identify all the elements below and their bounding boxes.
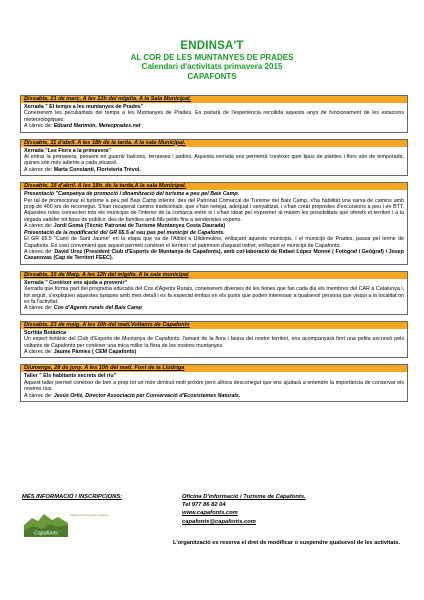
header-subtitle-1: AL COR DE LES MUNTANYES DE PRADES — [130, 53, 294, 62]
event-date-bar: Dissabte, 23 de maig. A les 10h del matí.Voltants de Capafonts — [21, 322, 407, 329]
event-title: Xerrada "Les Flors a la primavera" — [24, 147, 111, 154]
event-title: Xerrada " Conèixer ens ajuda a prevenir" — [24, 279, 128, 286]
event-date-bar: Dissabte, 21 de març. A les 12h del migdia. A la Sala Municipal. — [21, 96, 407, 103]
event-description: Coneixerem les peculiaritats del temps a les Muntanyes de Prades. Es parlarà de l'experiència recollida aquests anys de funcionament de les estacions meteorològiques. — [24, 110, 404, 123]
logo-caption: Oficina d'informació i turisme — [70, 513, 109, 517]
page-title: ENDINSA'T — [180, 40, 244, 52]
info-office: Oficina D'informació i Turisme de Capafonts. — [182, 494, 306, 500]
event-host: A càrrec de: Cos d'Agents rurals del Baix Camp — [24, 305, 142, 312]
event-host: A càrrec de: Marta Constantí, Floristeria Trèvol. — [24, 166, 141, 173]
event-block — [20, 95, 408, 133]
event-host-secondary: A càrrec de: David Uroz (President Club d'Esports de Muntanya de Capafonts), amb col·laboració de Rafael López Monné ( Fotògraf i Geògraf) i Josep Casanovas (Cap de Territori FEEC). — [24, 248, 404, 262]
event-description: Un expert botànic del Club d'Esports de Muntanya de Capafonts, l'amant de la flora i fauna del nostre territori, ens acompanyarà fent una petita excursió pels voltants de Capafonts per conèixer una mica millor la flora de les nostres muntanyes. — [24, 336, 404, 349]
event-date-bar: Dissabte, 11 d'abril. A les 18h de la tarda. A la sala Municipal. — [21, 140, 407, 147]
event-block — [20, 182, 408, 264]
capafonts-logo-icon — [24, 507, 68, 537]
event-description: Xerrada que forma part del programa educatiu del Cos d'Agents Rurals, coneixerem diverses de les feines que fan cada dia els membres del CAR a Catalunya i, tot seguit, s'expliquen aquestes tasques amb més detall i es fa especial èmfasi en els punts que poden interessar a qualsevol persona que visqui a la localitat on es fa l'activitat. — [24, 286, 404, 305]
page-header — [0, 40, 424, 81]
info-label: MÉS INFORMACIÓ I INSCRIPCIONS: — [22, 494, 123, 500]
event-description: Per tal de promocionar el turisme a peu pel Baix Camp interior, des del Patronat Comarcal de Turisme del Baix Camp, s'ha habilitat una xarxa de camins amb prop de 400 km de recorregut. S'han recuperat camins tradicionals, que s'han netejat, adequat i senyalitzat, i s'han creat propostes d'excursions a peu i en BTT. Aquestes rutes connecten tots els municipis de l'interior de la comarca entre si i s'han ideat per expremer al màxim les possibilitats que ofereix el territori i a la vegada satisfer tot tipus de públics: des de famílies amb fills petits fins a senderistes experts. — [24, 197, 404, 223]
info-email-link[interactable]: capafonts@capafonts.com — [182, 519, 256, 525]
event-date-bar: Diumenge, 28 de juny. A les 10h del matí. Font de la Llúdriga — [21, 365, 407, 372]
event-block — [20, 271, 408, 315]
event-host: A càrrec de: Jesús Ortiz, Director Associació per Conservació d'Ecosistemes Naturals. — [24, 392, 241, 399]
event-date-bar: Dissabte, 18 d'abril. A les 18h. de la tarda.A la sala Municipal. — [21, 183, 407, 190]
event-block — [20, 139, 408, 177]
event-description: Al entrar la primavera, pensem en guarnir balcons, terrasses i jardins. Aquesta xerrada ens permetrà conèixer quin tipus de plantes i flors són de temporada, quines són més adients a cada situació. — [24, 154, 404, 167]
capafonts-logo — [24, 507, 68, 537]
event-title: Xerrada " El temps a les muntanyes de Prades" — [24, 104, 144, 110]
event-date-bar: Dissabte, 16 de Maig. A les 12h del migdia. A la sala municipal — [21, 272, 407, 279]
info-phone: Tel 977 86 82 04 — [182, 502, 226, 508]
event-block — [20, 364, 408, 402]
event-description: Aquest taller permet conèixer de ben a prop tot un món diminut molt pròxim però alhora desconegut que ens ajudarà a entendre la importància de conservar els nostres rius. — [24, 379, 404, 393]
event-title: Presentació "Campanya de promoció i dinamització del turisme a peu pel Baix Camp. — [24, 191, 240, 198]
footer-note: L'organització es reserva el dret de modificar o suspendre qualsevol de les activitats. — [172, 540, 400, 546]
event-title-secondary: Presentació de la modificació del GR 65.5 al seu pas pel municipi de Capafonts. — [24, 229, 225, 236]
event-title: Taller " Els habitants secrets del riu" — [24, 373, 117, 380]
event-title: Sortida Botànica — [24, 329, 67, 336]
event-host: A càrrec de: Jaume Pàmies ( CEM Capafonts) — [24, 348, 137, 355]
event-host: A càrrec de: Jordi Gomà (Tècnic Patronat de Turisme Muntanyes Costa Daurada) — [24, 223, 226, 230]
event-block — [20, 321, 408, 359]
logo-text: Capafonts — [34, 530, 58, 537]
event-host: A càrrec de: Eduard Marimón, Meteoprades.net — [24, 123, 141, 130]
header-subtitle-2: Calendari d'activitats primavera 2015 — [141, 62, 283, 72]
header-subtitle-3: CAPAFONTS — [187, 71, 237, 81]
events-list — [20, 95, 408, 408]
info-website-link[interactable]: www.capafonts.com — [182, 510, 238, 516]
event-description-secondary: El GR 65.5 "Camí de Sant Jaume" en la etapa que va de l'Albiol a Ulldemolins, enllaçant aquests municipis, i el municipi de Prades, passa pel terme de Capafonts. Es creu convenient que aquest permeti conèixer el territori i el patrimoni d'aquest indret, enllaçant el municipi de Capafonts. — [24, 236, 404, 249]
